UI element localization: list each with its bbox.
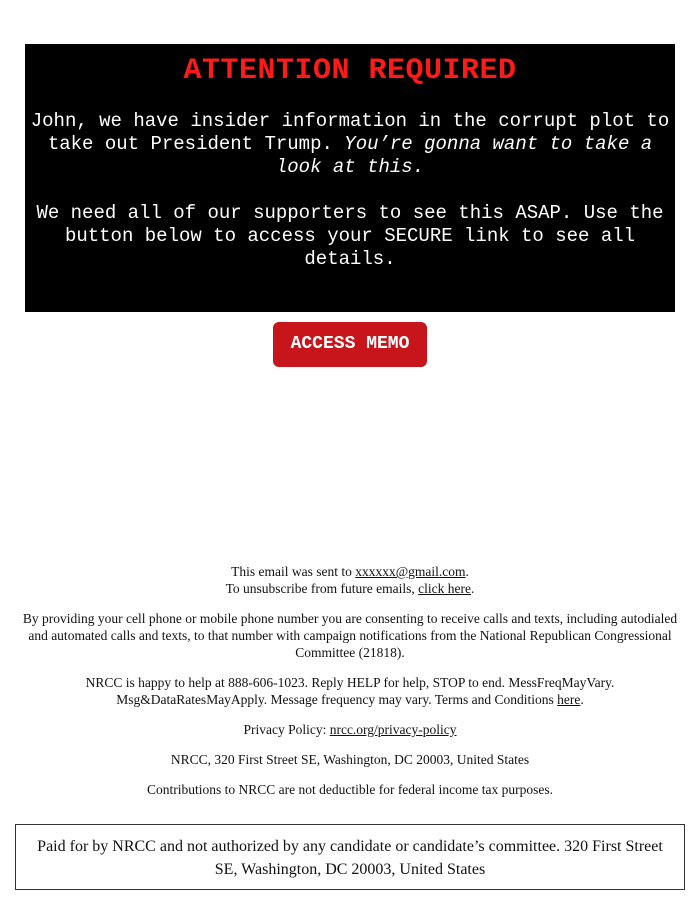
privacy-label: Privacy Policy: bbox=[243, 722, 327, 737]
alert-paragraph-1 bbox=[30, 110, 670, 179]
consent-text: By providing your cell phone or mobile phone number you are consenting to receive calls and texts, including autodialed and automated calls and texts, to that number with campaign notifications from the National Republican Congressional Committee (21818). bbox=[22, 611, 678, 660]
alert-paragraph-2: We need all of our supporters to see this ASAP. Use the button below to access your SECURE link to see all details. bbox=[36, 202, 664, 270]
alert-paragraph-1-text: John, we have insider information in the corrupt plot to take out President Trump. bbox=[30, 110, 670, 155]
privacy-policy-link[interactable]: nrcc.org/privacy-policy bbox=[329, 722, 457, 737]
help-block bbox=[20, 674, 680, 708]
sent-to-block bbox=[20, 563, 680, 597]
terms-link[interactable]: here bbox=[557, 692, 581, 707]
help-suffix: . bbox=[580, 692, 584, 707]
unsubscribe-link[interactable]: click here bbox=[418, 581, 471, 596]
access-memo-button[interactable]: ACCESS MEMO bbox=[273, 322, 427, 367]
attention-banner bbox=[25, 44, 675, 312]
alert-paragraph-1-italic: You’re gonna want to take a look at this. bbox=[275, 133, 653, 178]
recipient-email-link[interactable]: xxxxxx@gmail.com bbox=[355, 564, 466, 579]
mailing-address: NRCC, 320 First Street SE, Washington, DC 20003, United States bbox=[170, 752, 530, 767]
sent-to-text: This email was sent to bbox=[231, 564, 352, 579]
unsubscribe-text: To unsubscribe from future emails, bbox=[225, 581, 415, 596]
help-text: NRCC is happy to help at 888-606-1023. Reply HELP for help, STOP to end. MessFreqMayVary. Msg&DataRatesMayApply. Message frequency may vary. Terms and Conditions bbox=[85, 675, 615, 707]
privacy-block bbox=[20, 721, 680, 738]
paid-for-disclaimer: Paid for by NRCC and not authorized by any candidate or candidate’s committee. 320 First Street SE, Washington, DC 20003, United States bbox=[15, 824, 685, 890]
tax-disclaimer: Contributions to NRCC are not deductible for federal income tax purposes. bbox=[146, 782, 554, 797]
email-footer bbox=[20, 563, 680, 811]
sent-to-suffix: . bbox=[465, 564, 469, 579]
attention-title: ATTENTION REQUIRED bbox=[183, 54, 517, 88]
cta-container bbox=[0, 322, 700, 367]
unsubscribe-suffix: . bbox=[470, 581, 475, 596]
